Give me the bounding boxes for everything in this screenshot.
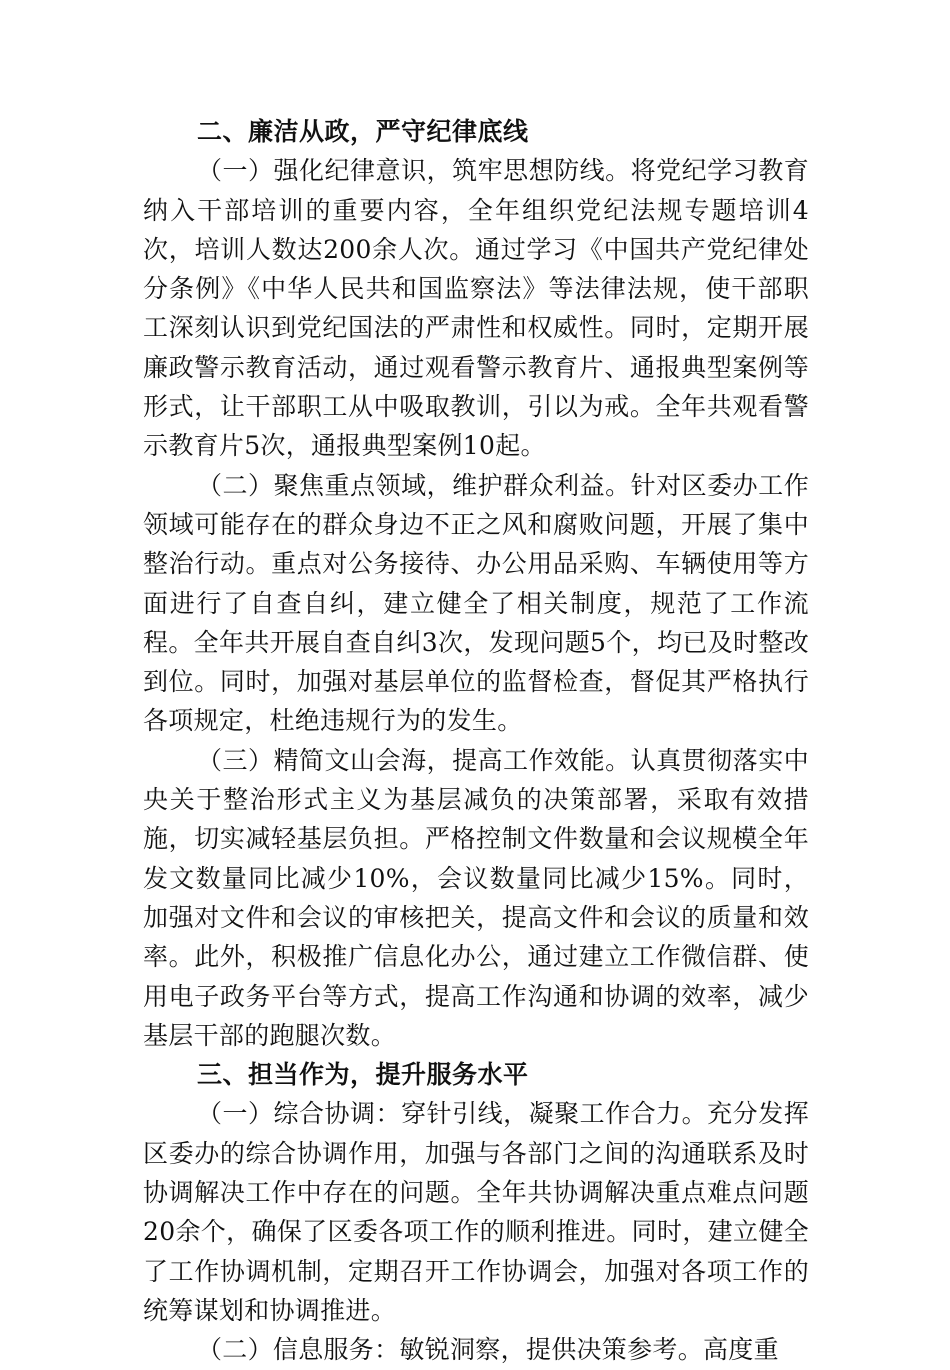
section-heading-2: 二、廉洁从政，严守纪律底线 bbox=[197, 117, 529, 146]
section-heading-3: 三、担当作为，提升服务水平 bbox=[197, 1060, 529, 1090]
paragraph-2-1: （一）强化纪律意识，筑牢思想防线。将党纪学习教育纳入干部培训的重要内容，全年组织党纪法规专题培训4次，培训人数达200余人次。通过学习《中国共产党纪律处分条例》《中华人民共和国监察法》等法律法规，使干部职工深刻认识到党纪国法的严肃性和权威性。同时，定期开展廉政警示教育活动，通过观看警示教育片、通报典型案例等形式，让干部职工从中吸取教训，引以为戒。全年共观看警示教育片5次，通报典型案例10起。 bbox=[143, 156, 809, 461]
paragraph-3-1: （一）综合协调：穿针引线，凝聚工作合力。充分发挥区委办的综合协调作用，加强与各部门之间的沟通联系及时协调解决工作中存在的问题。全年共协调解决重点难点问题20余个，确保了区委各项工作的顺利推进。同时，建立健全了工作协调机制，定期召开工作协调会，加强对各项工作的统筹谋划和协调推进。 bbox=[143, 1099, 809, 1325]
paragraph-2-3: （三）精简文山会海，提高工作效能。认真贯彻落实中央关于整治形式主义为基层减负的决策部署，采取有效措施，切实减轻基层负担。严格控制文件数量和会议规模全年发文数量同比减少10%，会议数量同比减少15%。同时，加强对文件和会议的审核把关，提高文件和会议的质量和效率。此外，积极推广信息化办公，通过建立工作微信群、使用电子政务平台等方式，提高工作沟通和协调的效率，减少基层干部的跑腿次数。 bbox=[143, 745, 809, 1050]
paragraph-3-2: （二）信息服务：敏锐洞察，提供决策参考。高度重 bbox=[197, 1335, 779, 1365]
document-body bbox=[143, 112, 809, 1370]
paragraph-2-2: （二）聚焦重点领域，维护群众利益。针对区委办工作领域可能存在的群众身边不正之风和腐败问题，开展了集中整治行动。重点对公务接待、办公用品采购、车辆使用等方面进行了自查自纠，建立健全了相关制度，规范了工作流程。全年共开展自查自纠3次，发现问题5个，均已及时整改到位。同时，加强对基层单位的监督检查，督促其严格执行各项规定，杜绝违规行为的发生。 bbox=[143, 470, 809, 736]
